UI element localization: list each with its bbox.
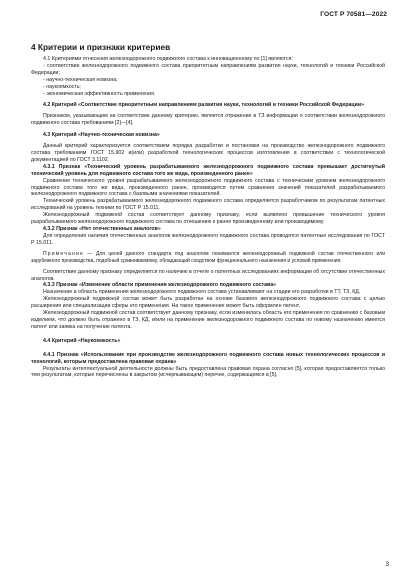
paragraph: Данный критерий характеризуется соответствием порядка разработки и постановки на производство железнодорожного подвижного состава требованиям ГОСТ 15.902 и(или) разработкой технологических процессов изготовления в соответствии с технологической документацией по ГОСТ 3.1102. (31, 143, 385, 163)
paragraph: Технический уровень разрабатываемого железнодорожного подвижного состава определяется разработчиком по результатам патентных исследований на уровень техники по ГОСТ Р 15.011. (31, 198, 385, 212)
standard-code-header: ГОСТ Р 70581—2022 (320, 11, 387, 18)
paragraph: Признаком, указывающим на соответствие данному критерию, является отражение в ТЗ информации о соответствии железнодорожного подвижного состава требованиям [2]—[4]. (31, 113, 385, 127)
criteria-list-item: - научно-техническая новизна; (43, 76, 118, 83)
subsection-heading-4-3-2: 4.3.2 Признак «Нет отечественных аналогов» (43, 225, 161, 232)
subsection-heading-4-3-1: 4.3.1 Признак «Технический уровень разрабатываемого железнодорожного подвижного состава превышает достигнутый технический уровень для подвижного состава того же вида, произведенного ранее» (31, 163, 385, 177)
page-content (31, 42, 385, 379)
paragraph: Назначение и область применения железнодорожного подвижного состава устанавливают на стадии его разработки в ТТ, ТЗ, КД. (43, 289, 361, 296)
paragraph: Железнодорожный подвижной состав соответствует данному признаку, если выявлено превышение технического уровня разрабатываемого железнодорожного подвижного состава по отношению к ранее произведенному или производимому. (31, 212, 385, 226)
section-title: 4 Критерии и признаки критериев (31, 42, 171, 52)
paragraph-4-1: 4.1 Критериями отнесения железнодорожного подвижного состава к инновационному по [1] являются: (43, 56, 293, 62)
paragraph: Для определения наличия отечественных аналогов железнодорожного подвижного состава проводятся патентные исследования по ГОСТ Р 15.011. (31, 232, 385, 246)
paragraph: Железнодорожный подвижной состав может быть разработан на основе базового железнодорожного подвижного состава с целью расширения или специализации сферы его применения. На такое применение может быть оформлен патент. (31, 296, 385, 310)
subsection-heading-4-3-3: 4.3.3 Признак «Изменение области применения железнодорожного подвижного состава» (43, 282, 277, 289)
criteria-list-item: - наукоемкость; (43, 83, 81, 90)
subsection-heading-4-4: 4.4 Критерий «Наукоемкость» (43, 337, 121, 344)
note-lead: Примечание (43, 251, 84, 258)
criteria-list-item: - экономическая эффективность применения. (43, 90, 156, 97)
note (31, 251, 385, 264)
paragraph: Результаты интеллектуальной деятельности должны быть предоставлена правовая охрана согласно [5], которая предоставляется только тем результатам, которые перечислены в закрытом (исчерпывающем) перечне, содержащемся в [5]. (31, 365, 385, 379)
page-number: 3 (385, 561, 389, 569)
subsection-heading-4-3: 4.3 Критерий «Научно-техническая новизна» (43, 131, 160, 138)
paragraph: Железнодорожный подвижной состав соответствует данному признаку, если изменилась область его применения по сравнению с базовым изделием, что должно быть отражено в ТЗ, КД, и/или на применение железнодорожного подвижного состава по новому назначению имеется патент или заявка на получение патента. (31, 310, 385, 330)
paragraph: Соответствие данному признаку определяется по наличию в отчете о патентных исследованиях информации об отсутствии отечественных аналогов. (31, 268, 386, 282)
subsection-heading-4-4-1: 4.4.1 Признак «Использование при производстве железнодорожного подвижного состава новых технологических процессов и технологий, которым предоставлена правовая охрана» (31, 351, 385, 365)
subsection-heading-4-2: 4.2 Критерий «Соответствие приоритетным направлениям развития науки, технологий и техники Российской Федерации» (43, 101, 364, 108)
criteria-list-item: - соответствие железнодорожного подвижного состава приоритетным направлениям развития науки, технологий и техники Российской Федерации; (31, 62, 385, 76)
paragraph: Сравнение технического уровня разрабатываемого железнодорожного подвижного состава с техническим уровнем железнодорожного подвижного состава того же вида, произведенного ранее, производится путем сравнения значений показателей разрабатываемого железнодорожного подвижного состава с базовыми значениями показателей. (31, 177, 385, 198)
note-text: — Для целей данного стандарта под аналогом понимается железнодорожный подвижной состав отечественного или зарубежного производства, подобный сравниваемому, обладающий сходством функционального назначения и условий применения. (31, 251, 385, 264)
